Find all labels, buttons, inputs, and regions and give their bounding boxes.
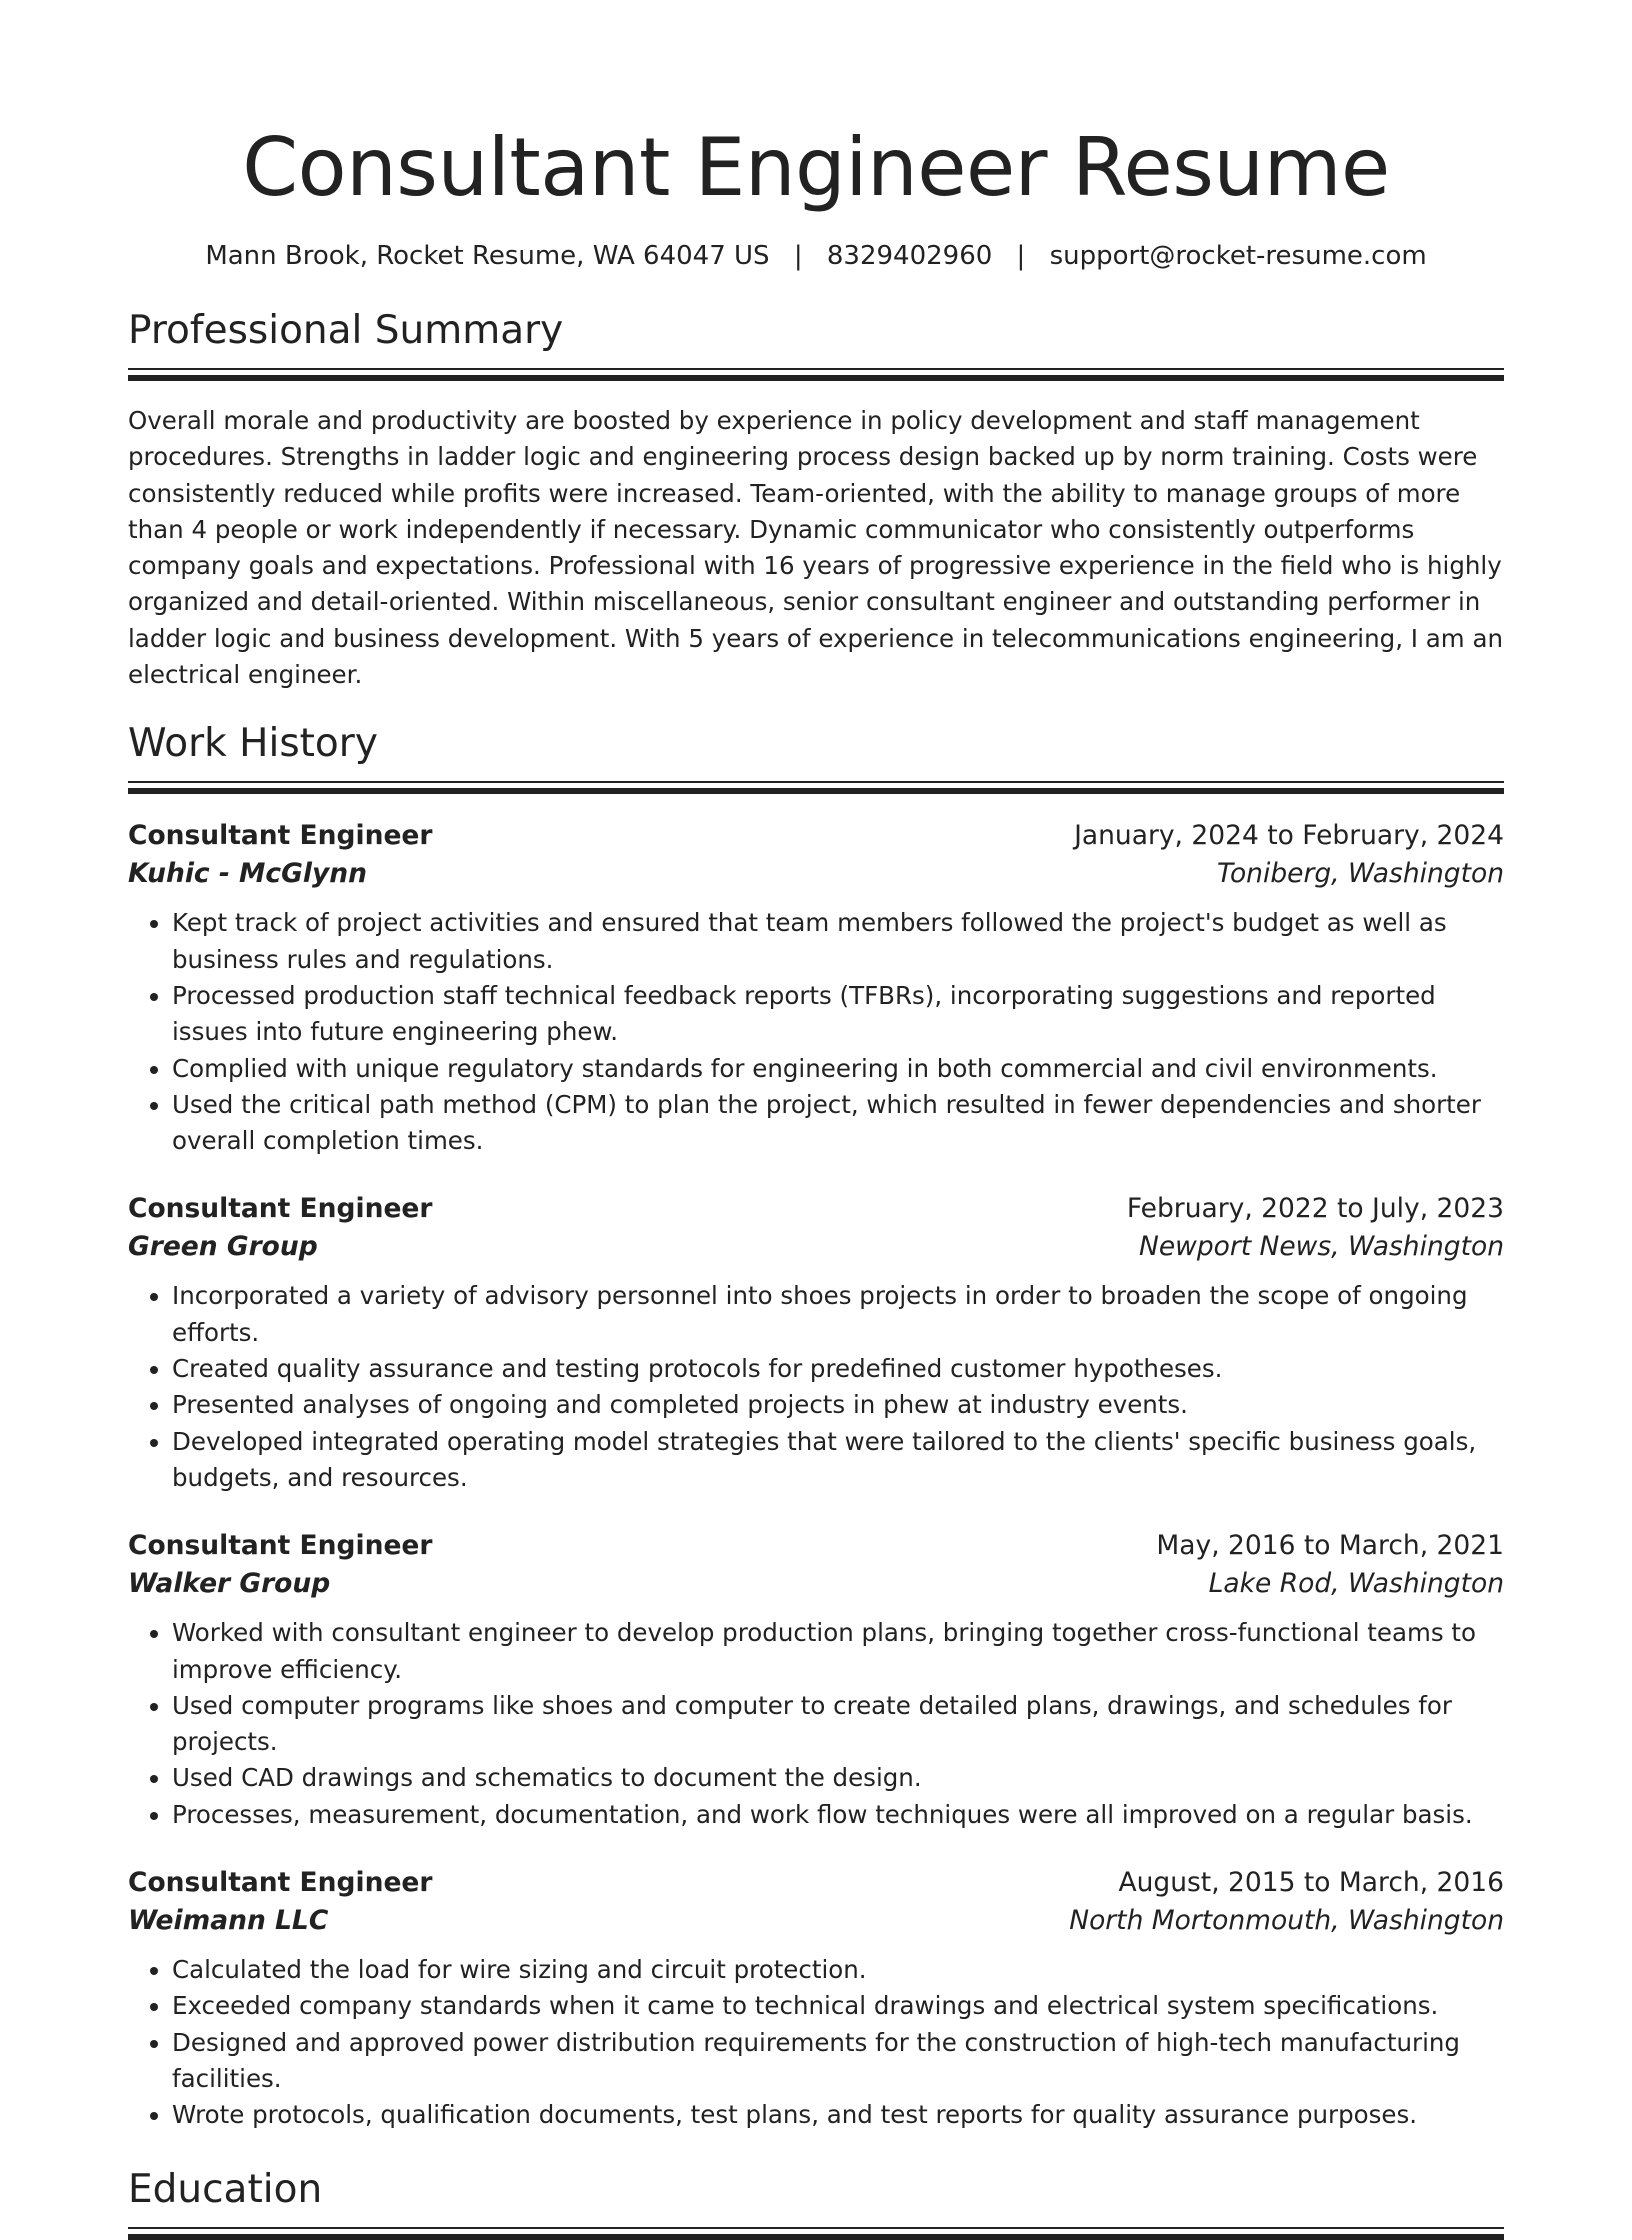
job-location: Lake Rod, Washington [1208, 1568, 1504, 1600]
contact-email: support@rocket-resume.com [1049, 241, 1427, 271]
job-title: Consultant Engineer [128, 1867, 433, 1899]
job-entry [128, 1190, 1504, 1496]
job-bullet: • Presented analyses of ongoing and completed projects in phew at industry events. [172, 1387, 1504, 1423]
job-entry [128, 817, 1504, 1159]
contact-separator: | [793, 241, 803, 271]
job-dates: February, 2022 to July, 2023 [1126, 1193, 1504, 1225]
job-company: Kuhic - McGlynn [128, 858, 367, 890]
job-list [128, 817, 1504, 2133]
section-divider [128, 2227, 1504, 2229]
job-entry [128, 1864, 1504, 2133]
section-divider [128, 781, 1504, 783]
job-bullet: • Created quality assurance and testing protocols for predefined customer hypotheses. [172, 1351, 1504, 1387]
job-location: Newport News, Washington [1139, 1231, 1504, 1263]
page-title: Consultant Engineer Resume [242, 121, 1390, 214]
job-title: Consultant Engineer [128, 820, 433, 852]
job-bullet: • Used computer programs like shoes and computer to create detailed plans, drawings, and schedules for projects. [172, 1688, 1504, 1761]
job-dates: August, 2015 to March, 2016 [1118, 1867, 1504, 1899]
job-company: Green Group [128, 1231, 318, 1263]
job-bullet: • Designed and approved power distribution requirements for the construction of high-tech manufacturing facilities. [172, 2025, 1504, 2098]
job-location: North Mortonmouth, Washington [1069, 1905, 1504, 1937]
professional-summary-section [128, 306, 1504, 693]
job-bullet: • Incorporated a variety of advisory personnel into shoes projects in order to broaden the scope of ongoing efforts. [172, 1278, 1504, 1351]
job-bullet: • Developed integrated operating model strategies that were tailored to the clients' specific business goals, budgets, and resources. [172, 1424, 1504, 1497]
section-divider [128, 368, 1504, 370]
job-bullet-list [128, 1615, 1504, 1833]
job-bullet: • Complied with unique regulatory standards for engineering in both commercial and civil environments. [172, 1051, 1504, 1087]
job-bullet: • Used CAD drawings and schematics to document the design. [172, 1760, 1504, 1796]
job-bullet: • Wrote protocols, qualification documents, test plans, and test reports for quality assurance purposes. [172, 2097, 1504, 2133]
job-bullet: • Used the critical path method (CPM) to plan the project, which resulted in fewer dependencies and shorter overall completion times. [172, 1087, 1504, 1160]
job-company: Walker Group [128, 1568, 331, 1600]
contact-line [128, 238, 1504, 274]
job-dates: May, 2016 to March, 2021 [1156, 1530, 1504, 1562]
job-title: Consultant Engineer [128, 1193, 433, 1225]
education-section [128, 2165, 1504, 2229]
job-bullet: • Worked with consultant engineer to develop production plans, bringing together cross-functional teams to improve efficiency. [172, 1615, 1504, 1688]
section-heading-education: Education [128, 2166, 323, 2212]
contact-address: Mann Brook, Rocket Resume, WA 64047 US [205, 241, 770, 271]
job-dates: January, 2024 to February, 2024 [1074, 820, 1504, 852]
job-bullet: • Calculated the load for wire sizing and circuit protection. [172, 1952, 1504, 1988]
section-heading-summary: Professional Summary [128, 308, 564, 353]
job-company: Weimann LLC [128, 1905, 329, 1937]
job-entry [128, 1527, 1504, 1833]
job-bullet-list [128, 1952, 1504, 2133]
job-bullet: • Kept track of project activities and ensured that team members followed the project's budget as well as business rules and regulations. [172, 905, 1504, 978]
job-location: Toniberg, Washington [1217, 858, 1504, 890]
job-bullet: • Exceeded company standards when it came to technical drawings and electrical system specifications. [172, 1988, 1504, 2024]
contact-phone: 8329402960 [826, 241, 993, 271]
summary-text: Overall morale and productivity are boosted by experience in policy development and staff management procedures. Strengths in ladder logic and engineering process design backed up by norm training. Costs were consistently reduced while profits were increased. Team-oriented, with the ability to manage groups of more than 4 people or work independently if necessary. Dynamic communicator who consistently outperforms company goals and expectations. Professional with 16 years of progressive experience in the field who is highly organized and detail-oriented. Within miscellaneous, senior consultant engineer and outstanding performer in ladder logic and business development. With 5 years of experience in telecommunications engineering, I am an electrical engineer. [128, 406, 1503, 690]
job-bullet-list [128, 905, 1504, 1159]
section-heading-work-history: Work History [128, 721, 378, 767]
contact-separator: | [1016, 241, 1026, 271]
job-bullet: • Processed production staff technical feedback reports (TFBRs), incorporating suggestions and reported issues into future engineering phew. [172, 978, 1504, 1051]
work-history-section [128, 719, 1504, 2133]
job-bullet: • Processes, measurement, documentation, and work flow techniques were all improved on a regular basis. [172, 1797, 1504, 1833]
job-bullet-list [128, 1278, 1504, 1496]
job-title: Consultant Engineer [128, 1530, 433, 1562]
